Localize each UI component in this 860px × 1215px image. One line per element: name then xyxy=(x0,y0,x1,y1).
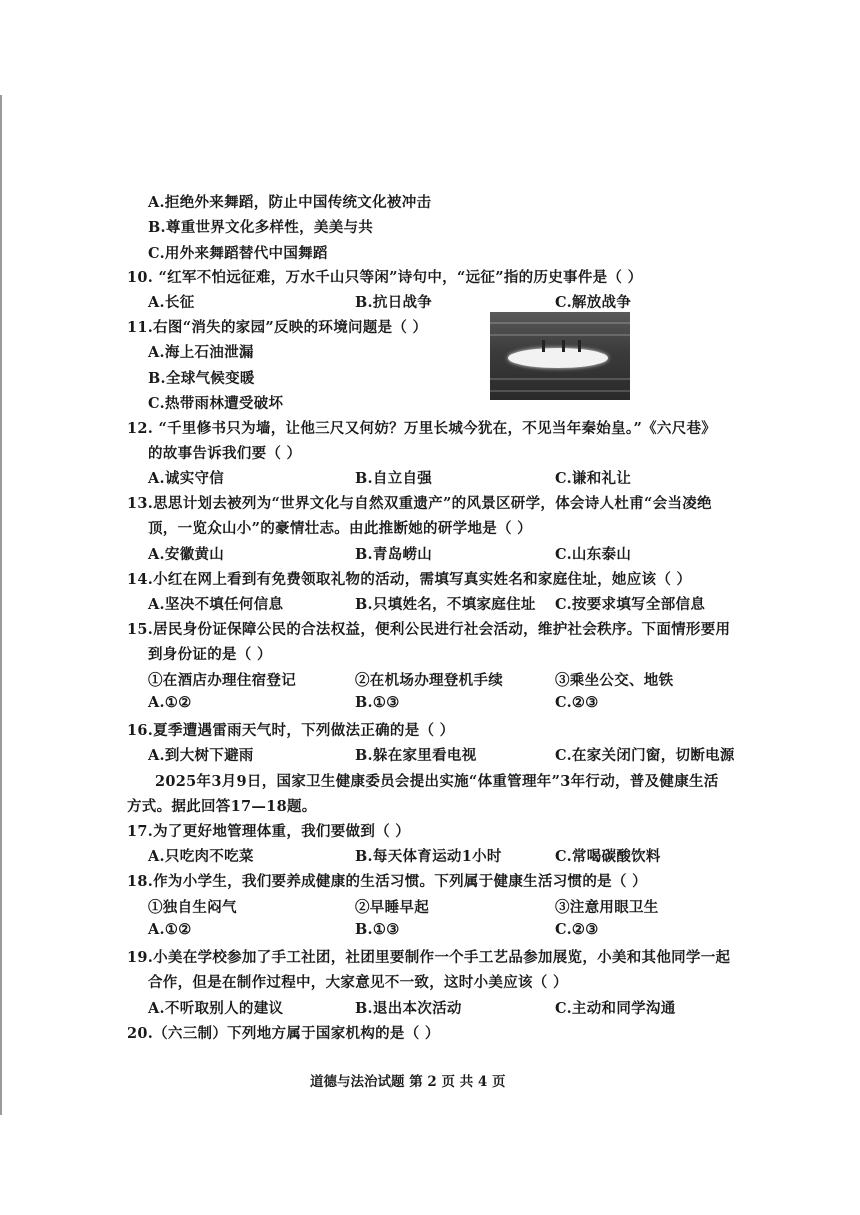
q13-option-c: C.山东泰山 xyxy=(555,546,632,563)
q19-stem-line1: 19.小美在学校参加了手工社团，社团里要制作一个手工艺品参加展览，小美和其他同学一起 xyxy=(127,949,731,966)
q17-stem: 17.为了更好地管理体重，我们要做到（ ） xyxy=(127,823,411,840)
q11-option-b: B.全球气候变暖 xyxy=(148,370,255,387)
q18-option-b: B.①③ xyxy=(355,921,400,938)
q10-option-c: C.解放战争 xyxy=(555,294,632,311)
q13-stem-line1: 13.思思计划去被列为“世界文化与自然双重遗产”的风景区研学，体会诗人杜甫“会当凌绝 xyxy=(127,495,712,512)
q16-option-b: B.躲在家里看电视 xyxy=(355,747,477,764)
q16-option-a: A.到大树下避雨 xyxy=(148,747,254,764)
q16-stem: 16.夏季遭遇雷雨天气时，下列做法正确的是（ ） xyxy=(127,722,455,739)
q19-option-b: B.退出本次活动 xyxy=(355,1000,462,1017)
q10-option-a: A.长征 xyxy=(148,294,195,311)
figure-shape xyxy=(562,340,565,352)
q19-option-c: C.主动和同学沟通 xyxy=(555,1000,676,1017)
q14-stem: 14.小红在网上看到有免费领取礼物的活动，需填写真实姓名和家庭住址，她应该（ ） xyxy=(127,571,692,588)
q11-option-a: A.海上石油泄漏 xyxy=(148,344,254,361)
q19-stem-line2: 合作，但是在制作过程中，大家意见不一致，这时小美应该（ ） xyxy=(148,974,568,991)
q16-option-c: C.在家关闭门窗，切断电源 xyxy=(555,747,735,764)
q13-option-a: A.安徽黄山 xyxy=(148,546,225,563)
q11-stem: 11.右图“消失的家园”反映的环境问题是（ ） xyxy=(127,319,428,336)
q17-option-c: C.常喝碳酸饮料 xyxy=(555,848,661,865)
q18-item-1: ①独自生闷气 xyxy=(148,899,237,916)
q12-option-c: C.谦和礼让 xyxy=(555,470,632,487)
q20-stem: 20.（六三制）下列地方属于国家机构的是（ ） xyxy=(127,1025,440,1042)
vanishing-home-photo xyxy=(490,312,630,400)
q14-option-a: A.坚决不填任何信息 xyxy=(148,596,284,613)
q10-stem: 10. “红军不怕远征难，万水千山只等闲”诗句中，“远征”指的历史事件是（ ） xyxy=(127,269,643,286)
q15-stem-line2: 到身份证的是（ ） xyxy=(148,646,272,663)
q9-option-a: A.拒绝外来舞蹈，防止中国传统文化被冲击 xyxy=(148,194,432,211)
q13-option-b: B.青岛崂山 xyxy=(355,546,433,563)
q18-option-c: C.②③ xyxy=(555,921,599,938)
q18-option-a: A.①② xyxy=(148,921,192,938)
q15-item-2: ②在机场办理登机手续 xyxy=(355,672,503,689)
q12-option-a: A.诚实守信 xyxy=(148,470,225,487)
page-footer: 道德与法治试题 第 2 页 共 4 页 xyxy=(310,1074,506,1090)
q15-option-a: A.①② xyxy=(148,694,192,711)
q12-stem-line2: 的故事告诉我们要（ ） xyxy=(148,445,302,462)
q17-option-b: B.每天体育运动1小时 xyxy=(355,848,502,865)
q13-stem-line2: 顶，一览众山小”的豪情壮志。由此推断她的研学地是（ ） xyxy=(148,520,532,537)
q9-option-b: B.尊重世界文化多样性，美美与共 xyxy=(148,219,374,236)
ice-floe-shape xyxy=(508,348,608,368)
passage-line2: 方式。据此回答17—18题。 xyxy=(127,798,317,815)
q15-option-c: C.②③ xyxy=(555,694,599,711)
figure-shape xyxy=(578,340,581,352)
q15-item-1: ①在酒店办理住宿登记 xyxy=(148,672,296,689)
q11-option-c: C.热带雨林遭受破坏 xyxy=(148,395,284,412)
figure-shape xyxy=(542,340,545,352)
q15-stem-line1: 15.居民身份证保障公民的合法权益，便利公民进行社会活动，维护社会秩序。下面情形要用 xyxy=(127,621,731,638)
q14-option-c: C.按要求填写全部信息 xyxy=(555,596,706,613)
q15-option-b: B.①③ xyxy=(355,694,400,711)
q18-item-2: ②早睡早起 xyxy=(355,899,429,916)
q12-stem-line1: 12. “千里修书只为墙，让他三尺又何妨？万里长城今犹在，不见当年秦始皇。”《六尺巷》 xyxy=(127,420,717,437)
q10-option-b: B.抗日战争 xyxy=(355,294,433,311)
q15-item-3: ③乘坐公交、地铁 xyxy=(555,672,674,689)
q19-option-a: A.不听取别人的建议 xyxy=(148,1000,284,1017)
q18-item-3: ③注意用眼卫生 xyxy=(555,899,659,916)
scan-edge xyxy=(0,95,2,1115)
q12-option-b: B.自立自强 xyxy=(355,470,433,487)
q18-stem: 18.作为小学生，我们要养成健康的生活习惯。下列属于健康生活习惯的是（ ） xyxy=(127,873,647,890)
q14-option-b: B.只填姓名，不填家庭住址 xyxy=(355,596,536,613)
q9-option-c: C.用外来舞蹈替代中国舞蹈 xyxy=(148,245,328,262)
passage-line1: 2025年3月9日，国家卫生健康委员会提出实施“体重管理年”3年行动，普及健康生活 xyxy=(155,773,719,790)
q17-option-a: A.只吃肉不吃菜 xyxy=(148,848,254,865)
